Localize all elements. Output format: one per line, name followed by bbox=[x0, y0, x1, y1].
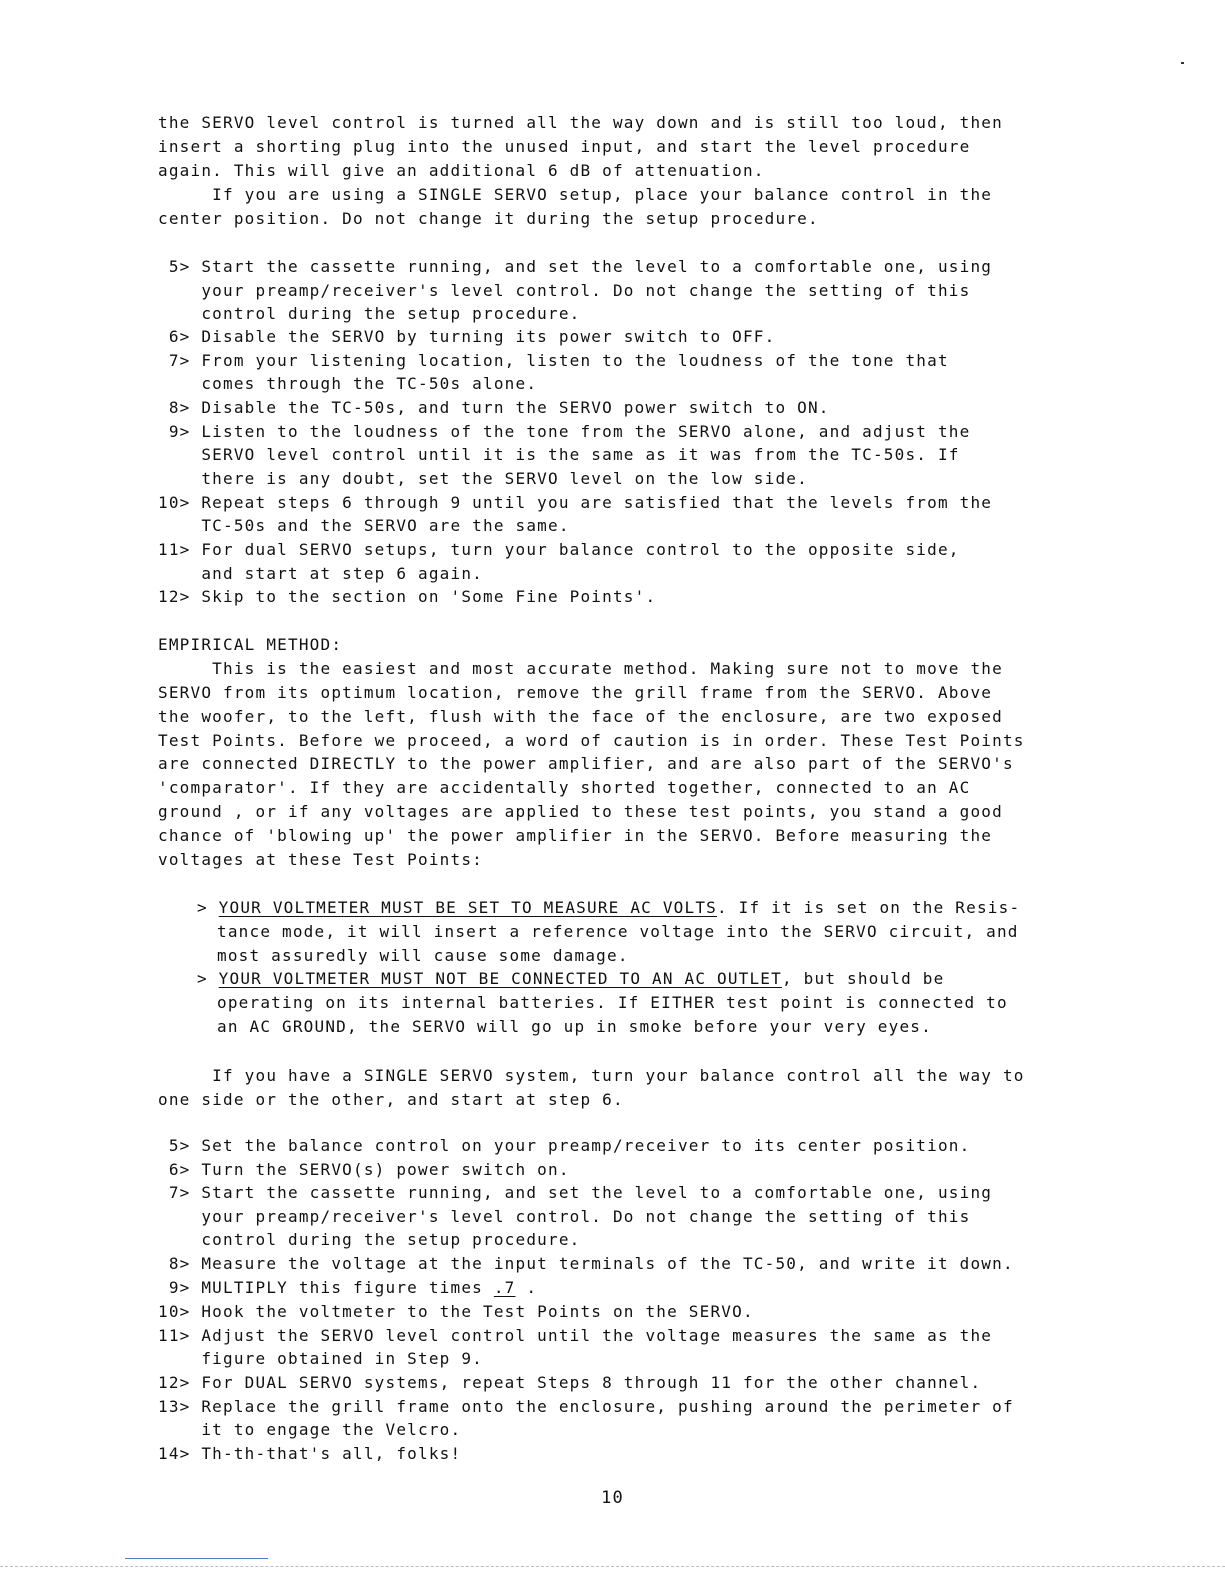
text-line: SERVO from its optimum location, remove the grill frame from the SERVO. Above bbox=[158, 683, 993, 702]
step-item: 9> Listen to the loudness of the tone from the SERVO alone, and adjust the bbox=[158, 422, 971, 441]
step-item: it to engage the Velcro. bbox=[158, 1420, 462, 1439]
step-item: 5> Start the cassette running, and set the level to a comfortable one, using bbox=[158, 257, 993, 276]
step-item: 8> Disable the TC-50s, and turn the SERVO power switch to ON. bbox=[158, 398, 830, 417]
text-line: are connected DIRECTLY to the power amplifier, and are also part of the SERVO's bbox=[158, 754, 1014, 773]
warning-emphasis: YOUR VOLTMETER MUST NOT BE CONNECTED TO AN AC OUTLET bbox=[218, 969, 782, 988]
step-item: 12> Skip to the section on 'Some Fine Points'. bbox=[158, 587, 657, 606]
step-item: 12> For DUAL SERVO systems, repeat Steps 8 through 11 for the other channel. bbox=[158, 1373, 982, 1392]
step-item: 13> Replace the grill frame onto the enclosure, pushing around the perimeter of bbox=[158, 1397, 1014, 1416]
text-line: insert a shorting plug into the unused input, and start the level procedure bbox=[158, 137, 971, 156]
step-item: 6> Disable the SERVO by turning its power switch to OFF. bbox=[158, 327, 776, 346]
warning-ac-outlet bbox=[197, 969, 944, 989]
text-line: tance mode, it will insert a reference voltage into the SERVO circuit, and bbox=[217, 922, 1019, 941]
scan-speck bbox=[1181, 62, 1184, 64]
step-item: your preamp/receiver's level control. Do not change the setting of this bbox=[158, 1207, 971, 1226]
step-item: 6> Turn the SERVO(s) power switch on. bbox=[158, 1160, 570, 1179]
text-line: If you are using a SINGLE SERVO setup, place your balance control in the bbox=[158, 185, 993, 204]
text-line: This is the easiest and most accurate method. Making sure not to move the bbox=[158, 659, 1003, 678]
text-line: chance of 'blowing up' the power amplifier in the SERVO. Before measuring the bbox=[158, 826, 993, 845]
bullet-marker: > bbox=[197, 898, 219, 917]
step-item: 10> Hook the voltmeter to the Test Points on the SERVO. bbox=[158, 1302, 754, 1321]
text-line: the woofer, to the left, flush with the face of the enclosure, are two exposed bbox=[158, 707, 1003, 726]
text-line: Test Points. Before we proceed, a word of caution is in order. These Test Points bbox=[158, 731, 1025, 750]
text-line: center position. Do not change it during the setup procedure. bbox=[158, 209, 819, 228]
text-line: If you have a SINGLE SERVO system, turn your balance control all the way to bbox=[158, 1066, 1025, 1085]
step-text: 9> MULTIPLY this figure times bbox=[158, 1278, 494, 1297]
text-line: operating on its internal batteries. If EITHER test point is connected to bbox=[217, 993, 1008, 1012]
bullet-marker: > bbox=[197, 969, 219, 988]
text-line: the SERVO level control is turned all the way down and is still too loud, then bbox=[158, 113, 1003, 132]
step-item: control during the setup procedure. bbox=[158, 304, 581, 323]
step-item: SERVO level control until it is the same as it was from the TC-50s. If bbox=[158, 445, 960, 464]
step-item: and start at step 6 again. bbox=[158, 564, 483, 583]
step-text: . bbox=[515, 1278, 538, 1297]
step-item: 8> Measure the voltage at the input terminals of the TC-50, and write it down. bbox=[158, 1254, 1014, 1273]
warning-emphasis: YOUR VOLTMETER MUST BE SET TO MEASURE AC VOLTS bbox=[218, 898, 717, 917]
warning-text: , but should be bbox=[781, 969, 945, 988]
step-item: 10> Repeat steps 6 through 9 until you are satisfied that the levels from the bbox=[158, 493, 993, 512]
step-item: figure obtained in Step 9. bbox=[158, 1349, 483, 1368]
step-item: comes through the TC-50s alone. bbox=[158, 374, 538, 393]
scan-edge-mark bbox=[125, 1558, 268, 1559]
warning-text: . If it is set on the Resis- bbox=[716, 898, 1021, 917]
step-item: 5> Set the balance control on your preamp/receiver to its center position. bbox=[158, 1136, 971, 1155]
multiplier-value: .7 bbox=[493, 1278, 516, 1297]
step-item: control during the setup procedure. bbox=[158, 1230, 581, 1249]
step-item: your preamp/receiver's level control. Do not change the setting of this bbox=[158, 281, 971, 300]
step-item: there is any doubt, set the SERVO level on the low side. bbox=[158, 469, 808, 488]
text-line: one side or the other, and start at step 6. bbox=[158, 1090, 624, 1109]
step-item: 7> Start the cassette running, and set the level to a comfortable one, using bbox=[158, 1183, 993, 1202]
text-line: most assuredly will cause some damage. bbox=[217, 946, 629, 965]
text-line: 'comparator'. If they are accidentally shorted together, connected to an AC bbox=[158, 778, 971, 797]
text-line: again. This will give an additional 6 dB of attenuation. bbox=[158, 161, 765, 180]
step-item: 11> For dual SERVO setups, turn your balance control to the opposite side, bbox=[158, 540, 960, 559]
step-item: 11> Adjust the SERVO level control until the voltage measures the same as the bbox=[158, 1326, 993, 1345]
step-item: TC-50s and the SERVO are the same. bbox=[158, 516, 570, 535]
page-bottom-edge bbox=[0, 1566, 1225, 1567]
step-item bbox=[158, 1278, 537, 1298]
step-item: 14> Th-th-that's all, folks! bbox=[158, 1444, 462, 1463]
text-line: an AC GROUND, the SERVO will go up in smoke before your very eyes. bbox=[217, 1017, 932, 1036]
text-line: voltages at these Test Points: bbox=[158, 850, 483, 869]
step-item: 7> From your listening location, listen to the loudness of the tone that bbox=[158, 351, 949, 370]
section-heading: EMPIRICAL METHOD: bbox=[158, 635, 343, 654]
text-line: ground , or if any voltages are applied to these test points, you stand a good bbox=[158, 802, 1003, 821]
page-number: 10 bbox=[601, 1488, 624, 1508]
warning-ac-volts bbox=[197, 898, 1020, 918]
